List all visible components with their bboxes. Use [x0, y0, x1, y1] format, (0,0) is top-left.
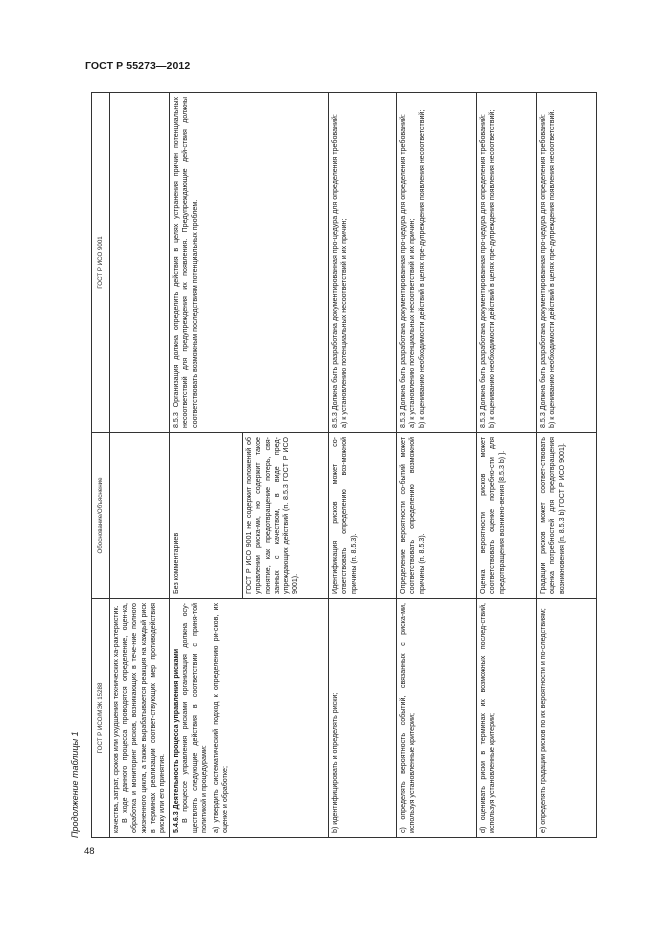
cell-rationale	[537, 433, 597, 599]
cell-rationale	[110, 433, 170, 599]
cell-text: Без комментариев	[172, 532, 181, 594]
table-row	[110, 93, 170, 838]
cell-text: b) к оцениванию необходимости действий в целях пре-дупреждения появления несоответствий;	[488, 109, 497, 428]
cell-text: 8.5.3 Должна быть разработана документированная про-цедура для определения требований:	[539, 114, 548, 428]
cell-iso-15288	[477, 599, 537, 838]
cell-iso-15288	[170, 599, 329, 838]
cell-text: b) к оцениванию необходимости действий в целях пре-дупреждения появления несоответствий;	[417, 109, 426, 428]
rotated-content	[65, 93, 605, 838]
cell-iso-15288	[397, 599, 477, 838]
cell-iso-9001	[329, 93, 397, 433]
landscape-page	[65, 93, 605, 838]
cell-text: 8.5.3 Должна быть разработана документированная про-цедура для определения требований:	[479, 114, 488, 428]
cell-iso-9001	[397, 93, 477, 433]
cell-text: а) к установлению потенциальных несоответствий и их причин;	[340, 218, 349, 428]
cell-rationale	[329, 433, 397, 599]
cell-rationale	[477, 433, 537, 599]
cell-text: 8.5.3 Организация должна определить действия в целях устранения причин потенциальных несоответствий для предупреждения их появления. Предупреждающие дей-ствия должны соответствовать возможным последствиям потенциальных проблем.	[172, 97, 199, 428]
cell-iso-9001	[170, 93, 329, 433]
cell-text: В ходе данного процесса проводятся определение, оцен-ка, обработка и мониторинг рисков, возникающих в тече-ние полного жизненного цикла, а также вырабатывается реакция на каждый риск в терминах реализации соответ-ствующих мер противодействия риску или его принятия.	[121, 603, 167, 833]
comparison-table	[91, 92, 597, 838]
cell-text: Определение вероятности со-бытий может соответствовать определению возможной причины (п. 8.5.3).	[399, 437, 426, 594]
cell-text: b) к оцениванию необходимости действий в целях пре-дупреждения появления несоответствий.	[548, 109, 557, 428]
cell-text: 8.5.3 Должна быть разработана документированная про-цедура для определения требований:	[331, 114, 340, 428]
cell-text: ГОСТ Р ИСО 9001 не содержит положений об управлении риска-ми, но содержит такое понятие, как предотвращение потерь, свя-занных с качеством, в виде пред-упреждающих действий (п. 8.5.3 ГОСТ Р ИСО 9001).	[245, 437, 300, 594]
cell-rationale	[397, 433, 477, 599]
cell-iso-15288	[329, 599, 397, 838]
column-header-iso-9001: ГОСТ Р ИСО 9001	[92, 93, 110, 433]
table-row	[477, 93, 537, 838]
table-row	[537, 93, 597, 838]
cell-text: В процессе управления рисками организация должна осу-ществлять следующие действия в соответствии с приня-той политикой и процедурами:	[181, 603, 208, 833]
cell-text: а) к установлению потенциальных несоответствий и их причин;	[408, 218, 417, 428]
table-caption: Продолжение таблицы 1	[70, 731, 80, 838]
cell-iso-9001	[477, 93, 537, 433]
cell-text: a) утвердить систематический подход к определению ри-сков, их оценке и обработке;	[212, 603, 230, 833]
cell-iso-9001	[537, 93, 597, 433]
cell-text: d) оценивать риски в терминах их возможных послед-ствий, используя установленные критерии;	[479, 603, 497, 833]
cell-text: c) определять вероятность событий, связанных с риска-ми, используя установленные критерии;	[399, 603, 417, 833]
column-header-iso-15288: ГОСТ Р ИСО/МЭК 15288	[92, 599, 110, 838]
table-row	[329, 93, 397, 838]
cell-text: Идентификация рисков может со-ответствовать определению воз-можной причины (п. 8.5.3).	[331, 437, 358, 594]
table-row	[397, 93, 477, 838]
cell-text: b) идентифицировать и определять риски;	[331, 692, 340, 833]
cell-iso-15288	[537, 599, 597, 838]
standard-header: ГОСТ Р 55273—2012	[85, 60, 191, 72]
table-row	[170, 93, 243, 838]
cell-text: Оценка вероятности рисков может соответствовать оценке потребно-сти для предотвращения возникно-вения [8.5.3 b) ].	[479, 437, 506, 594]
cell-rationale	[243, 433, 329, 599]
cell-rationale	[170, 433, 243, 599]
page-number: 48	[84, 846, 95, 857]
cell-text: Градации рисков может соответ-ствовать оценка потребностей для предотвращения возникновения [п. 8.5.3 b) ГОСТ Р ИСО 9001].	[539, 437, 566, 594]
cell-text: качества, затрат, сроков или ухудшения технических ха-рактеристик.	[112, 605, 120, 833]
cell-iso-15288	[110, 599, 170, 838]
cell-text: 8.5.3 Должна быть разработана документированная про-цедура для определения требований:	[399, 114, 408, 428]
cell-text: e) определять градации рисков по их вероятности и по-следствиям;	[539, 608, 548, 833]
section-title: 5.4.6.3 Деятельность процесса управления рисками	[172, 648, 181, 833]
column-header-rationale: Обоснование/Объяснение	[92, 433, 110, 599]
table-header-row	[92, 93, 110, 838]
cell-iso-9001	[110, 93, 170, 433]
